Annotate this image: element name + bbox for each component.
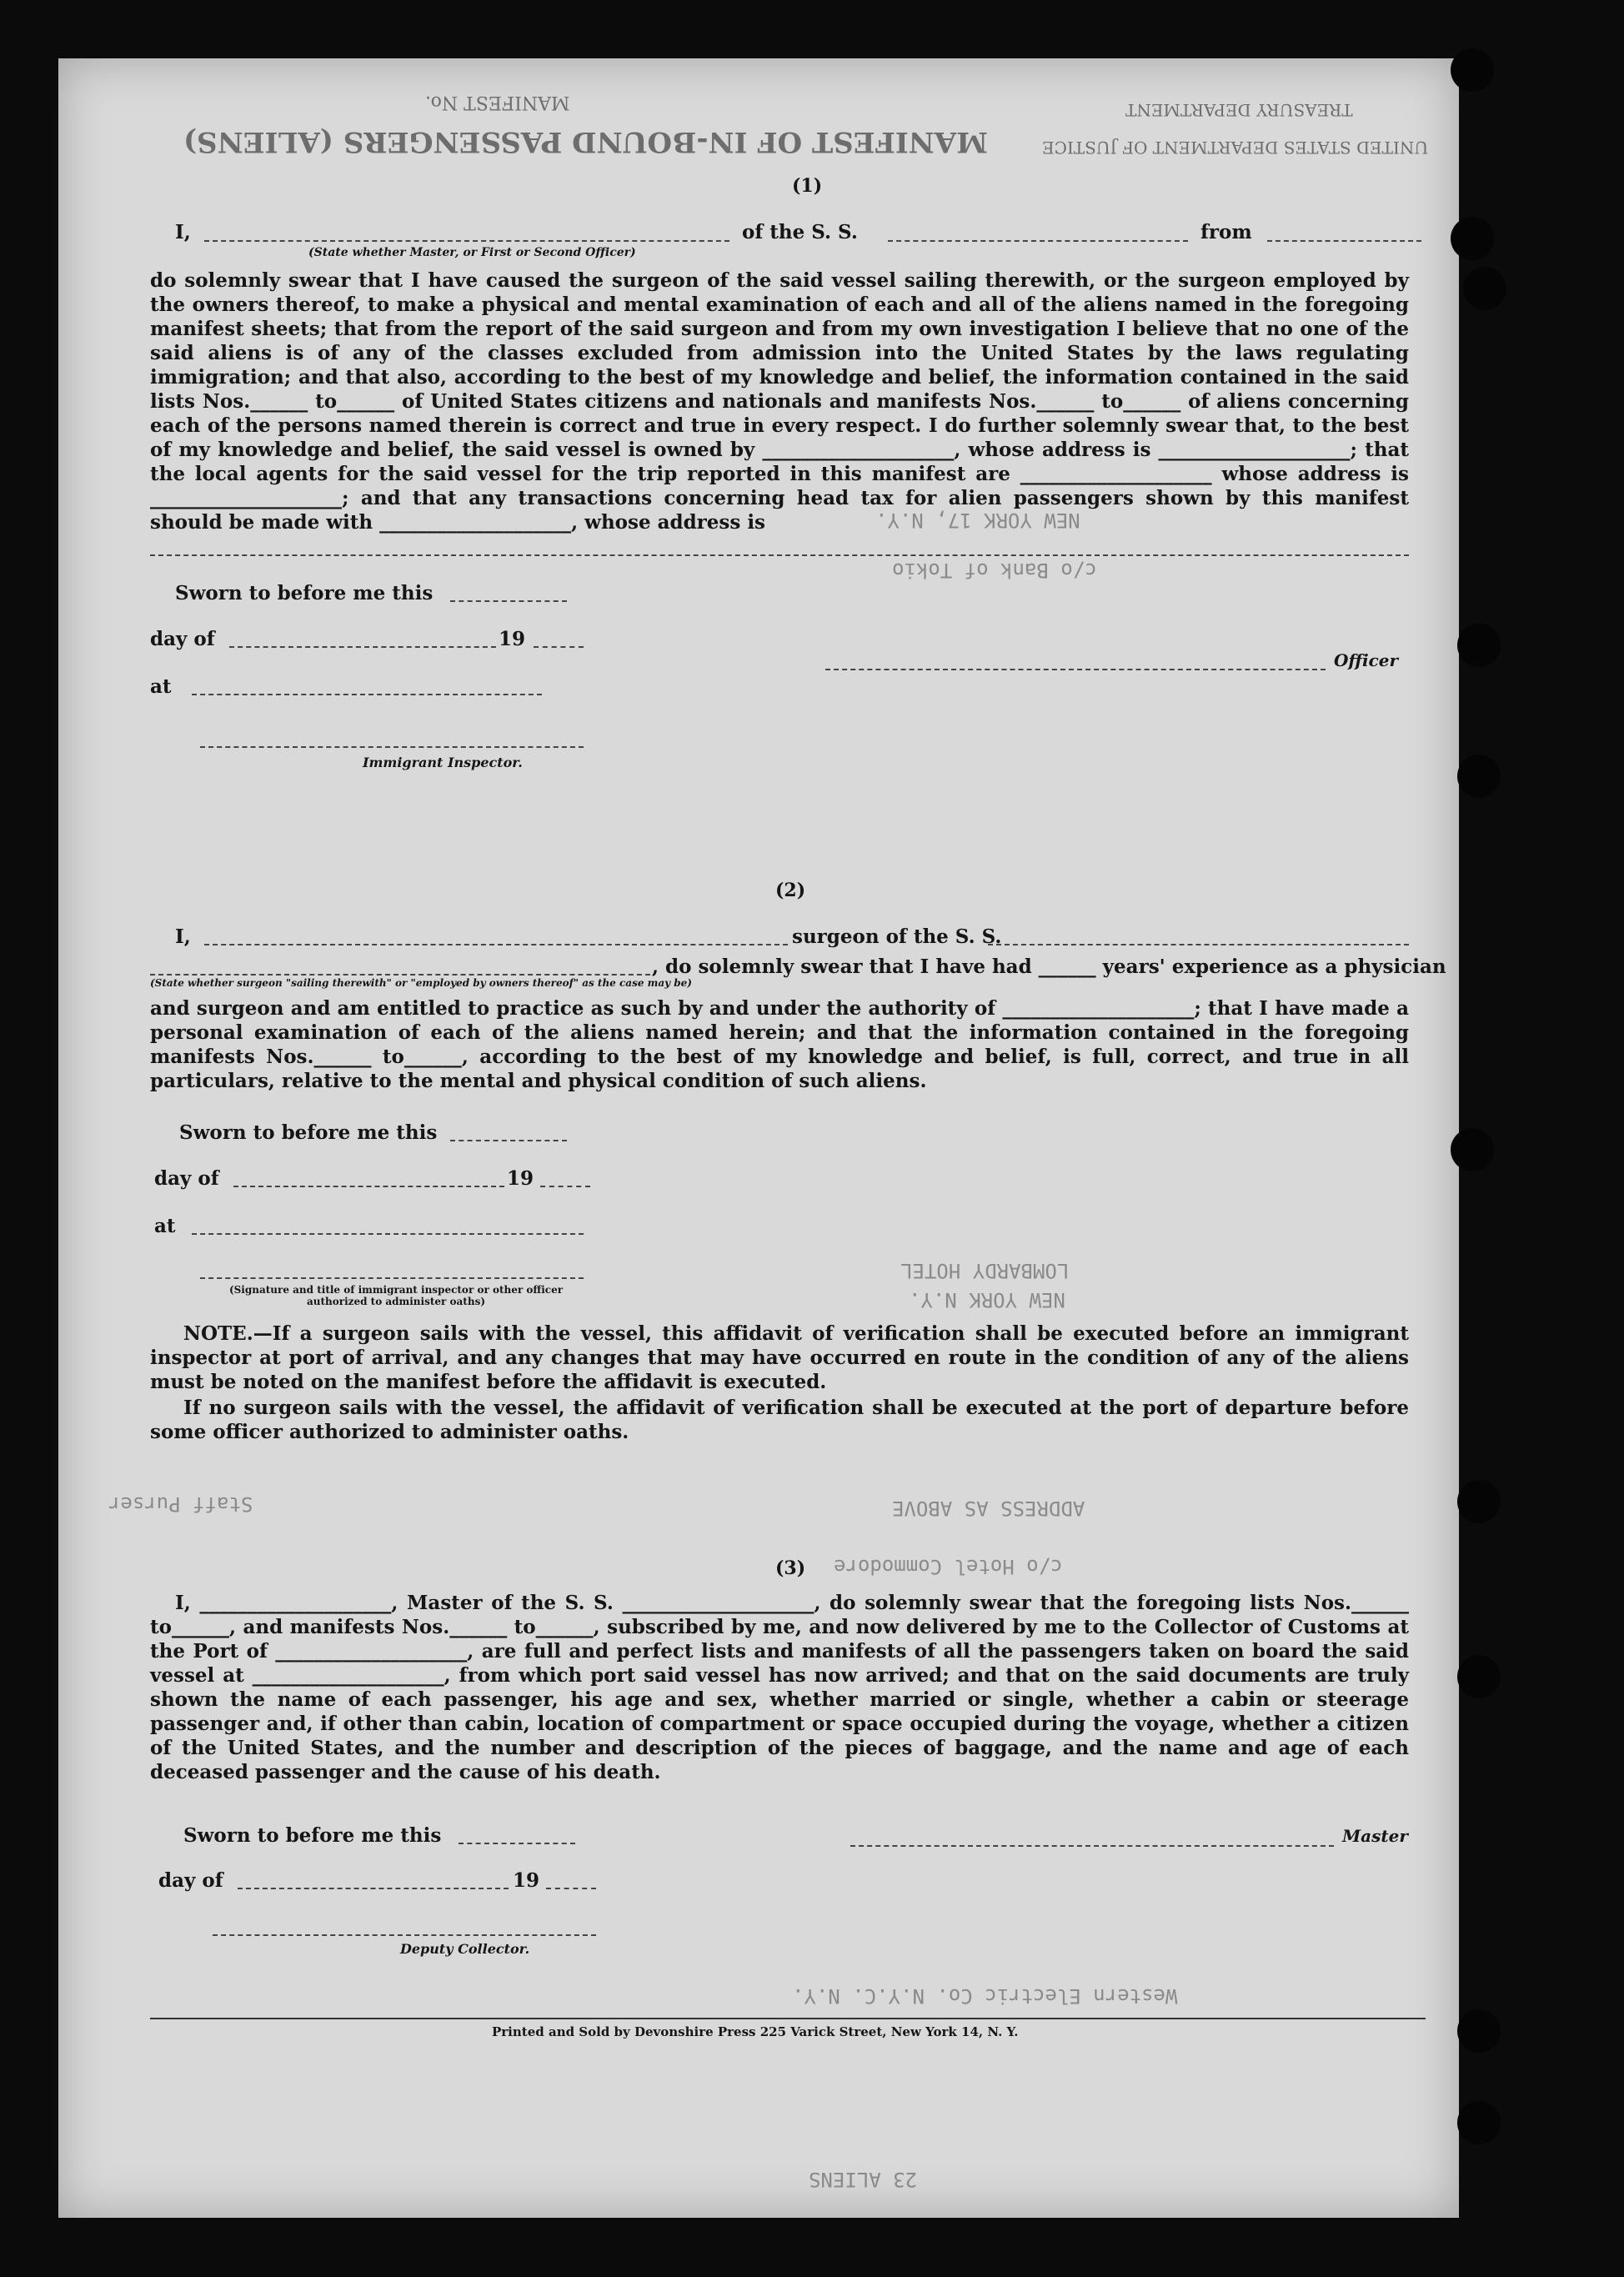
- state-master-note: (State whether Master, or First or Second Officer): [308, 246, 636, 259]
- surgeon-of-label: surgeon of the S. S.: [792, 925, 1002, 948]
- officer-label: Officer: [1334, 650, 1399, 670]
- master-sign-line: [850, 1845, 1334, 1847]
- day-of-label-3: day of: [158, 1869, 223, 1892]
- punch-hole-4: [1457, 624, 1501, 667]
- section-1-i-label: I,: [175, 221, 191, 243]
- year-19-label-1: 19: [499, 628, 526, 650]
- year-line-2: [540, 1186, 590, 1187]
- officer-sign-line: [825, 669, 1326, 670]
- sworn-label-1: Sworn to before me this: [175, 582, 434, 604]
- year-line-3: [546, 1888, 596, 1889]
- bleed-line-8: 23 ALIENS: [809, 2168, 918, 2191]
- sworn-label-2: Sworn to before me this: [179, 1121, 438, 1144]
- section-3-oath-text: I, ____________________, Master of the S. S. ____________________, do solemnly swear that the foregoing lists Nos.______ to______, and manifests Nos.______ to______, subscribed by me, and now delivered by me to the Collector of Customs at the Port of ____________________, are full and perfect lists and manifests of all the passengers taken on board the said vessel at ____________________, from which port said vessel has now arrived; and that on the said documents are truly shown the name of each passenger, his age and sex, whether married or single, whether a cabin or steerage passenger and, if other than cabin, location of compartment or space occupied during the voyage, whether a citizen of the United States, and the number and description of the pieces of baggage, and the name and age of each deceased passenger and the cause of his death.: [150, 1592, 1409, 1783]
- sworn-day-line-3: [459, 1843, 575, 1844]
- punch-hole-3: [1463, 267, 1506, 310]
- year-line-1: [534, 646, 584, 648]
- month-line-1: [229, 646, 496, 648]
- punch-hole-2: [1451, 217, 1494, 260]
- punch-hole-5: [1457, 755, 1501, 798]
- surgeon-note-2: If no surgeon sails with the vessel, the affidavit of verification shall be executed at the port of departure before some officer authorized to administer oaths.: [150, 1397, 1409, 1443]
- signature-title-note: (Signature and title of immigrant inspector or other officer authorized to administer oaths): [228, 1284, 564, 1307]
- sworn-day-line-1: [450, 600, 567, 602]
- bleed-line-7: Western Electric Co. N.Y.C. N.Y.: [792, 1984, 1178, 2008]
- bleed-line-2: c/o Bank of Tokio: [892, 559, 1097, 582]
- bleed-line-5: ADDRESS AS ABOVE: [892, 1497, 1085, 1520]
- manifest-page: [58, 58, 1459, 2218]
- bleed-line-3: LOMBARDY HOTEL: [900, 1259, 1070, 1282]
- head-tax-address-line: [150, 554, 1409, 556]
- surgeon-note-1: NOTE.—If a surgeon sails with the vessel, this affidavit of verification shall be executed before an immigrant inspector at port of arrival, and any changes that may have occurred en route in the condition of any of the aliens must be noted on the manifest before the affidavit is executed.: [150, 1322, 1409, 1393]
- day-of-label-2: day of: [154, 1167, 219, 1190]
- section-1-oath-text: do solemnly swear that I have caused the surgeon of the said vessel sailing therewith, or the surgeon employed by the owners thereof, to make a physical and mental examination of each and all of the aliens named in the foregoing manifest sheets; that from the report of the said surgeon and from my own investigation I believe that no one of the said aliens is of any of the classes excluded from admission into the United States by the laws regulating immigration; and that also, according to the best of my knowledge and belief, the information contained in the said lists Nos.______ to______ of United States citizens and nationals and manifests Nos.______ to______ of aliens concerning each of the persons named therein is correct and true in every respect. I do further solemnly swear that, to the best of my knowledge and belief, the said vessel is owned by ____________________, whose address is ____________________; that the local agents for the said vessel for the trip reported in this manifest are ____________________ whose address is ____________________; and that any transactions concerning head tax for alien passengers shown by this manifest should be made with ____________________, whose address is: [150, 269, 1409, 534]
- mirrored-department: UNITED STATES DEPARTMENT OF JUSTICE: [1042, 138, 1429, 158]
- section-1-number: (1): [792, 175, 823, 197]
- year-19-label-2: 19: [507, 1167, 534, 1190]
- surgeon-state-note: (State whether surgeon "sailing therewith" or "employed by owners thereof" as the case may be): [150, 977, 692, 989]
- mirrored-title: MANIFEST OF IN-BOUND PASSENGERS (ALIENS): [183, 125, 988, 158]
- section-2-i-label: I,: [175, 925, 191, 948]
- day-of-label-1: day of: [150, 628, 215, 650]
- master-label: Master: [1342, 1826, 1408, 1846]
- bleed-line-1: NEW YORK 17, N.Y.: [875, 509, 1080, 532]
- surgeon-status-line: [150, 974, 650, 975]
- punch-hole-6: [1451, 1128, 1494, 1171]
- punch-hole-8: [1457, 1655, 1501, 1698]
- sworn-label-3: Sworn to before me this: [183, 1824, 442, 1847]
- mirrored-manifest-no: MANIFEST No.: [425, 92, 570, 113]
- year-19-label-3: 19: [513, 1869, 540, 1892]
- at-place-line-1: [192, 694, 542, 695]
- from-port-line: [1267, 240, 1421, 242]
- section-3-number: (3): [775, 1557, 806, 1579]
- punch-hole-7: [1457, 1480, 1501, 1523]
- officer-rank-line: [204, 240, 729, 242]
- sworn-day-line-2: [450, 1140, 567, 1141]
- month-line-3: [238, 1888, 509, 1889]
- inspector-sign-line-2: [200, 1277, 584, 1279]
- section-2-number: (2): [775, 880, 806, 901]
- footer-rule: [150, 2018, 1426, 2019]
- immigrant-inspector-label: Immigrant Inspector.: [363, 755, 523, 770]
- collector-sign-line: [213, 1934, 596, 1936]
- surgeon-name-line: [204, 944, 788, 945]
- section-2-oath-text: and surgeon and am entitled to practice as such by and under the authority of ____________________; that I have made a personal examination of each of the aliens named herein; and that the information contained in the foregoing manifests Nos.______ to______, according to the best of my knowledge and belief, is full, correct, and true in all particulars, relative to the mental and physical condition of such aliens.: [150, 997, 1409, 1092]
- punch-hole-1: [1451, 48, 1494, 92]
- printer-credit: Printed and Sold by Devonshire Press 225 Varick Street, New York 14, N. Y.: [492, 2024, 1019, 2039]
- bleed-line-9: Staff Purser: [108, 1492, 253, 1516]
- bleed-line-4: NEW YORK N.Y.: [909, 1288, 1065, 1312]
- surgeon-ship-line: [988, 944, 1409, 945]
- of-ss-label: of the S. S.: [742, 221, 858, 243]
- month-line-2: [233, 1186, 504, 1187]
- ship-name-line: [888, 240, 1188, 242]
- mirrored-treasury: TREASURY DEPARTMENT: [1125, 100, 1353, 120]
- at-label-1: at: [150, 675, 172, 698]
- punch-hole-9: [1457, 2009, 1501, 2053]
- at-label-2: at: [154, 1215, 176, 1237]
- deputy-collector-label: Deputy Collector.: [400, 1941, 530, 1957]
- punch-hole-10: [1457, 2101, 1501, 2144]
- surgeon-swear-text: , do solemnly swear that I have had ______ years' experience as a physician: [652, 955, 1446, 978]
- from-label: from: [1200, 221, 1252, 243]
- at-place-line-2: [192, 1233, 584, 1235]
- bleed-line-6: c/o Hotel Commodore: [834, 1555, 1063, 1578]
- inspector-sign-line-1: [200, 746, 584, 748]
